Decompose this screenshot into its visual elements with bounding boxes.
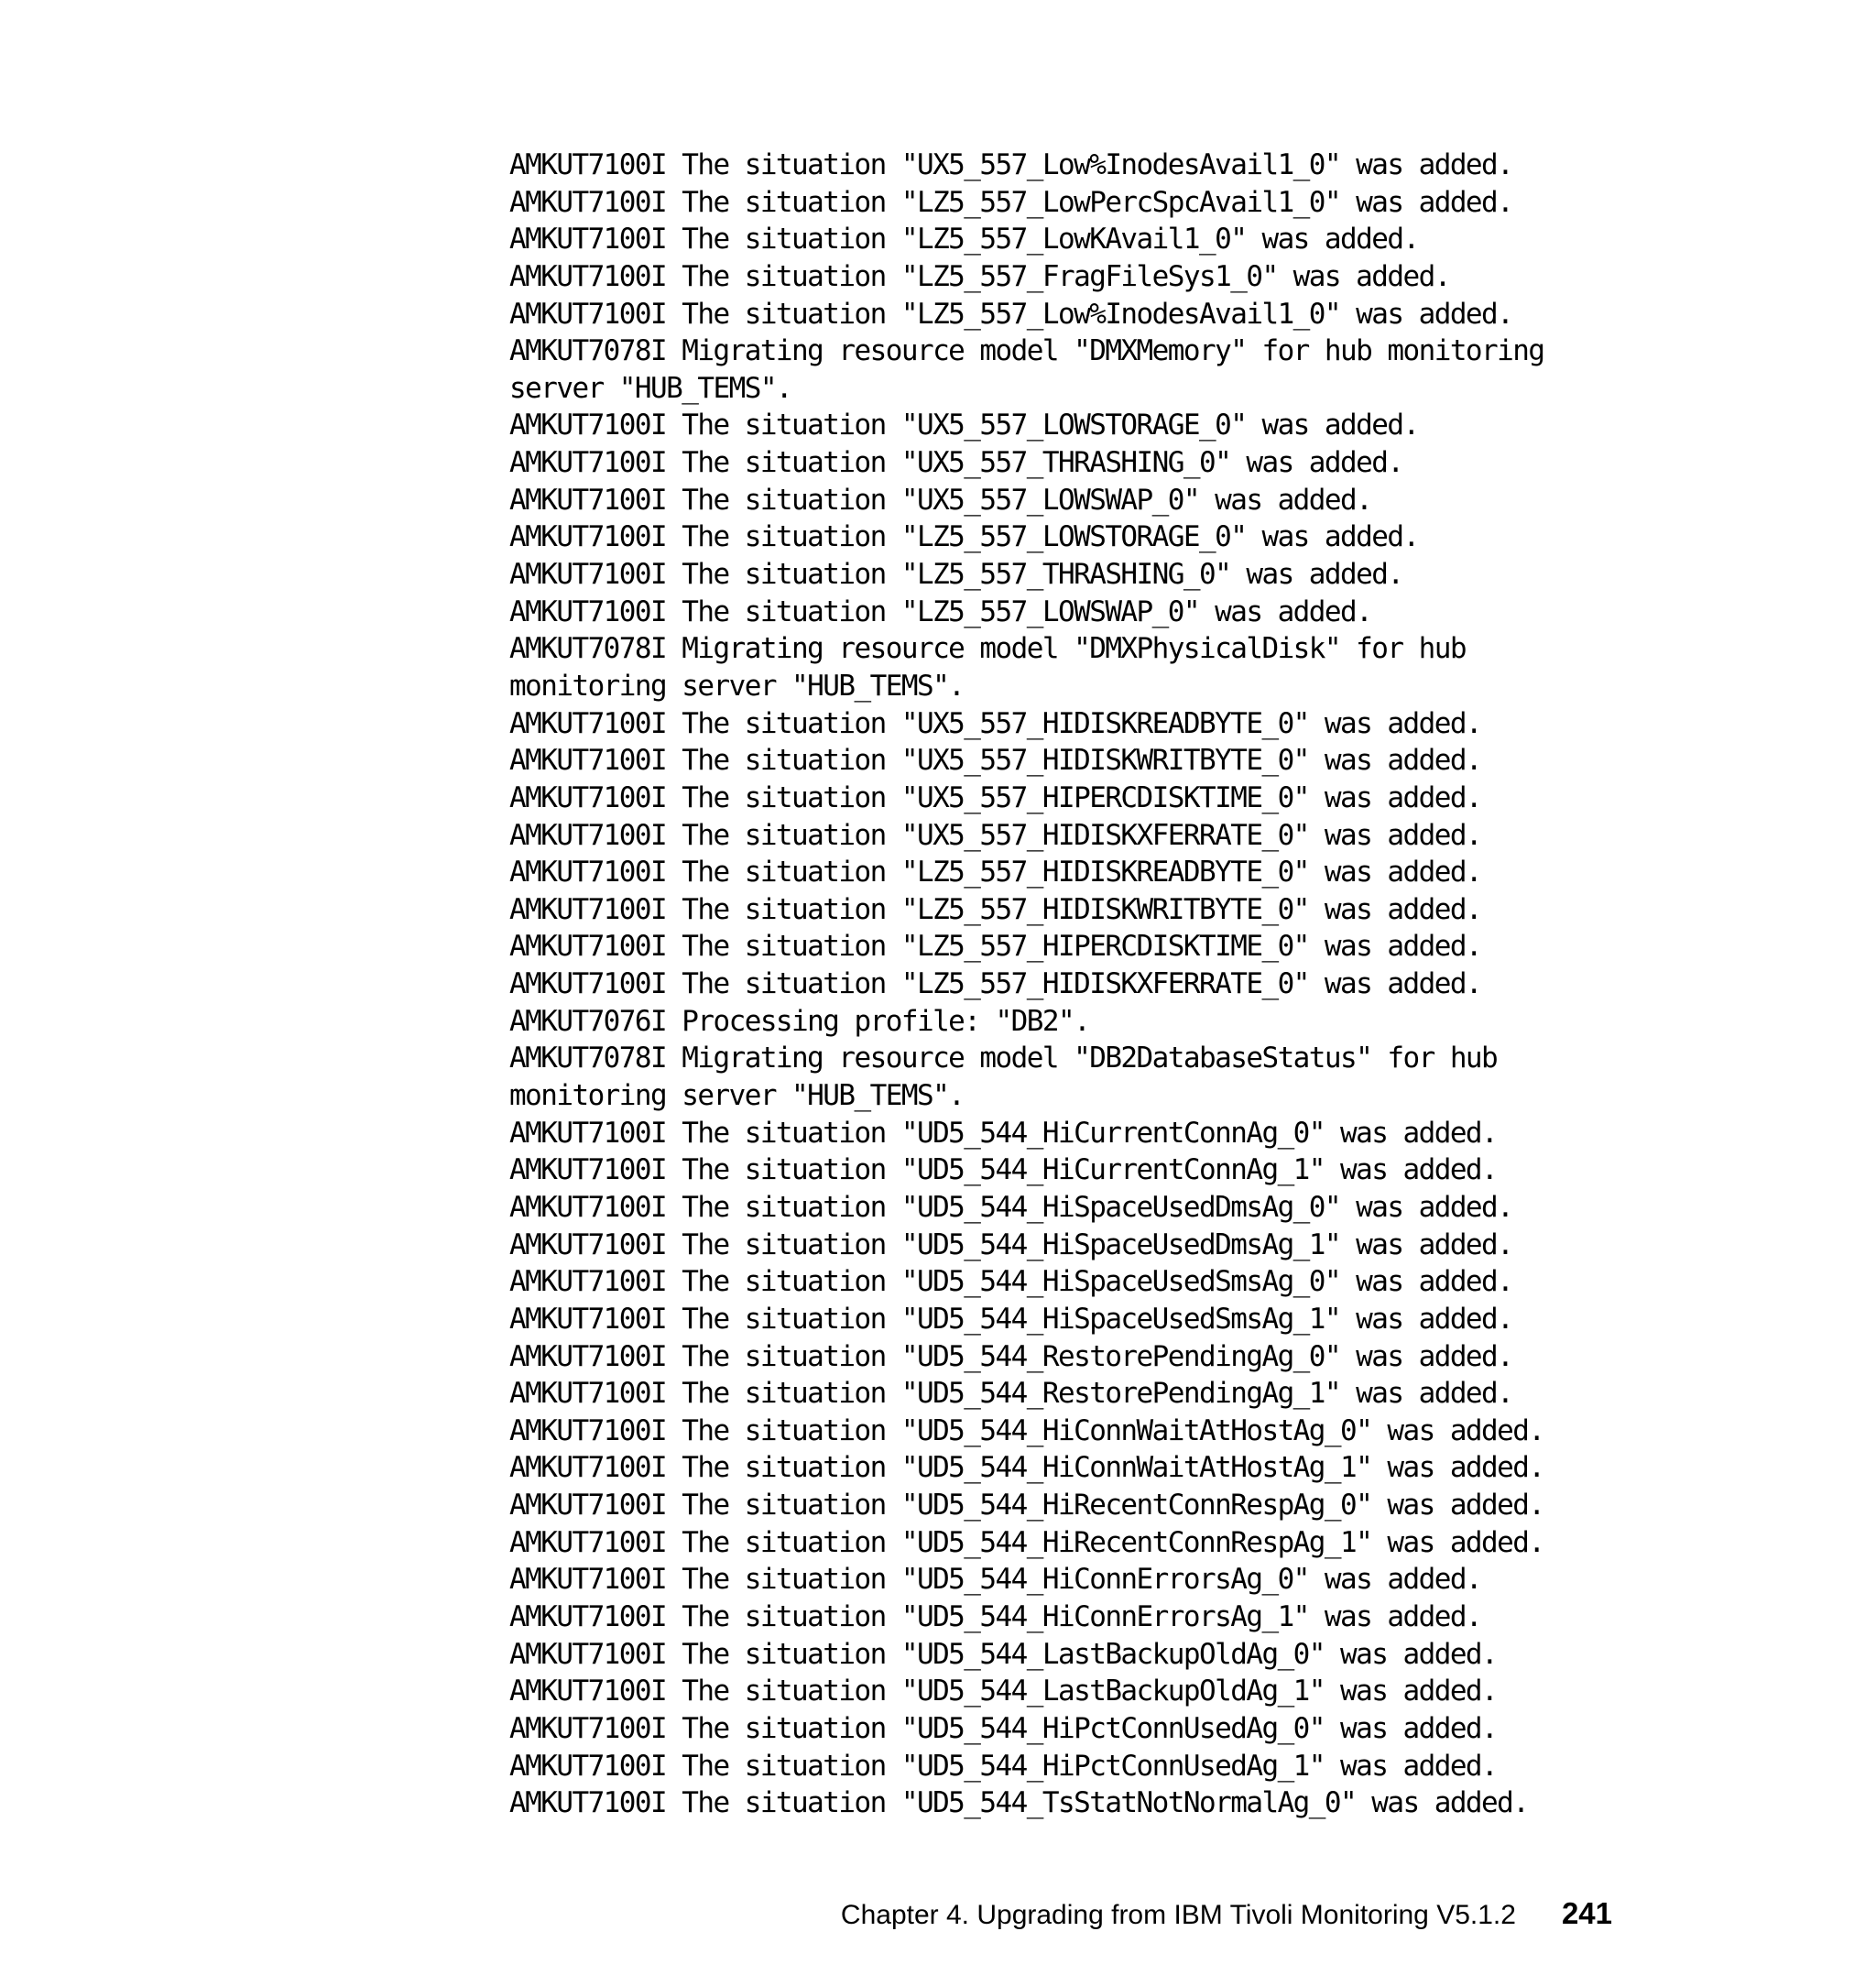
- log-line: AMKUT7100I The situation "UX5_557_LOWSTORAGE_0" was added.: [509, 409, 1419, 442]
- log-line: AMKUT7100I The situation "LZ5_557_LowPercSpcAvail1_0" was added.: [509, 185, 1513, 219]
- log-line: AMKUT7100I The situation "LZ5_557_HIDISKWRITBYTE_0" was added.: [509, 892, 1482, 926]
- log-line: AMKUT7100I The situation "LZ5_557_HIDISKREADBYTE_0" was added.: [509, 856, 1482, 889]
- log-line: AMKUT7100I The situation "UD5_544_HiSpaceUsedSmsAg_1" was added.: [509, 1302, 1513, 1336]
- log-line: AMKUT7100I The situation "UD5_544_RestorePendingAg_1" was added.: [509, 1377, 1513, 1411]
- log-line: monitoring server "HUB_TEMS".: [509, 669, 965, 703]
- log-line: server "HUB_TEMS".: [509, 371, 792, 405]
- log-line: AMKUT7100I The situation "LZ5_557_LowKAvail1_0" was added.: [509, 223, 1419, 256]
- log-line: AMKUT7100I The situation "UX5_557_LOWSWAP_0" was added.: [509, 483, 1372, 517]
- log-line: AMKUT7100I The situation "UX5_557_HIPERCDISKTIME_0" was added.: [509, 780, 1482, 814]
- log-line: AMKUT7100I The situation "UX5_557_HIDISKREADBYTE_0" was added.: [509, 706, 1482, 740]
- log-line: AMKUT7100I The situation "UD5_544_HiCurrentConnAg_0" was added.: [509, 1116, 1498, 1150]
- log-line: AMKUT7100I The situation "UD5_544_HiConnWaitAtHostAg_1" was added.: [509, 1451, 1544, 1485]
- log-line: AMKUT7078I Migrating resource model "DMXPhysicalDisk" for hub: [509, 632, 1466, 666]
- log-line: AMKUT7078I Migrating resource model "DMXMemory" for hub monitoring: [509, 334, 1544, 368]
- log-line: AMKUT7100I The situation "UD5_544_RestorePendingAg_0" was added.: [509, 1339, 1513, 1373]
- log-line: AMKUT7100I The situation "UD5_544_HiPctConnUsedAg_1" was added.: [509, 1749, 1498, 1783]
- log-line: AMKUT7100I The situation "LZ5_557_FragFileSys1_0" was added.: [509, 259, 1450, 293]
- log-line: AMKUT7100I The situation "UD5_544_HiRecentConnRespAg_1" was added.: [509, 1525, 1544, 1559]
- footer-chapter-title: Chapter 4. Upgrading from IBM Tivoli Monitoring V5.1.2: [840, 1900, 1516, 1930]
- log-line: AMKUT7100I The situation "UD5_544_HiPctConnUsedAg_0" was added.: [509, 1711, 1498, 1745]
- log-line: AMKUT7100I The situation "UD5_544_TsStatNotNormalAg_0" was added.: [509, 1786, 1529, 1820]
- log-line: AMKUT7100I The situation "UD5_544_LastBackupOldAg_0" was added.: [509, 1637, 1498, 1671]
- log-line: monitoring server "HUB_TEMS".: [509, 1079, 965, 1113]
- log-line: AMKUT7100I The situation "UD5_544_HiSpaceUsedDmsAg_0" was added.: [509, 1190, 1513, 1224]
- log-line: AMKUT7100I The situation "UD5_544_HiConnErrorsAg_1" was added.: [509, 1599, 1482, 1633]
- log-line: AMKUT7100I The situation "LZ5_557_Low%InodesAvail1_0" was added.: [509, 297, 1513, 331]
- log-line: AMKUT7100I The situation "UX5_557_THRASHING_0" was added.: [509, 446, 1403, 480]
- log-line: AMKUT7100I The situation "UX5_557_HIDISKXFERRATE_0" was added.: [509, 818, 1482, 852]
- page-number: 241: [1561, 1896, 1612, 1930]
- log-line: AMKUT7100I The situation "UX5_557_HIDISKWRITBYTE_0" was added.: [509, 744, 1482, 778]
- log-line: AMKUT7100I The situation "UD5_544_HiConnErrorsAg_0" was added.: [509, 1563, 1482, 1597]
- log-line: AMKUT7078I Migrating resource model "DB2DatabaseStatus" for hub: [509, 1042, 1498, 1075]
- log-line: AMKUT7100I The situation "LZ5_557_HIDISKXFERRATE_0" was added.: [509, 967, 1482, 1001]
- log-line: AMKUT7100I The situation "LZ5_557_LOWSTORAGE_0" was added.: [509, 520, 1419, 554]
- log-listing: [509, 147, 1609, 1822]
- log-line: AMKUT7100I The situation "UD5_544_HiSpaceUsedDmsAg_1" was added.: [509, 1228, 1513, 1261]
- log-line: AMKUT7100I The situation "UD5_544_HiRecentConnRespAg_0" was added.: [509, 1489, 1544, 1522]
- page-footer: [0, 1896, 1612, 1942]
- log-line: AMKUT7100I The situation "LZ5_557_LOWSWAP_0" was added.: [509, 595, 1372, 628]
- log-line: AMKUT7100I The situation "LZ5_557_THRASHING_0" was added.: [509, 558, 1403, 592]
- log-line: AMKUT7076I Processing profile: "DB2".: [509, 1004, 1090, 1038]
- log-line: AMKUT7100I The situation "UD5_544_HiConnWaitAtHostAg_0" was added.: [509, 1413, 1544, 1447]
- log-line: AMKUT7100I The situation "LZ5_557_HIPERCDISKTIME_0" was added.: [509, 930, 1482, 964]
- log-line: AMKUT7100I The situation "UD5_544_LastBackupOldAg_1" was added.: [509, 1675, 1498, 1708]
- log-line: AMKUT7100I The situation "UD5_544_HiCurrentConnAg_1" was added.: [509, 1153, 1498, 1187]
- log-line: AMKUT7100I The situation "UD5_544_HiSpaceUsedSmsAg_0" was added.: [509, 1265, 1513, 1299]
- log-line: AMKUT7100I The situation "UX5_557_Low%InodesAvail1_0" was added.: [509, 148, 1513, 181]
